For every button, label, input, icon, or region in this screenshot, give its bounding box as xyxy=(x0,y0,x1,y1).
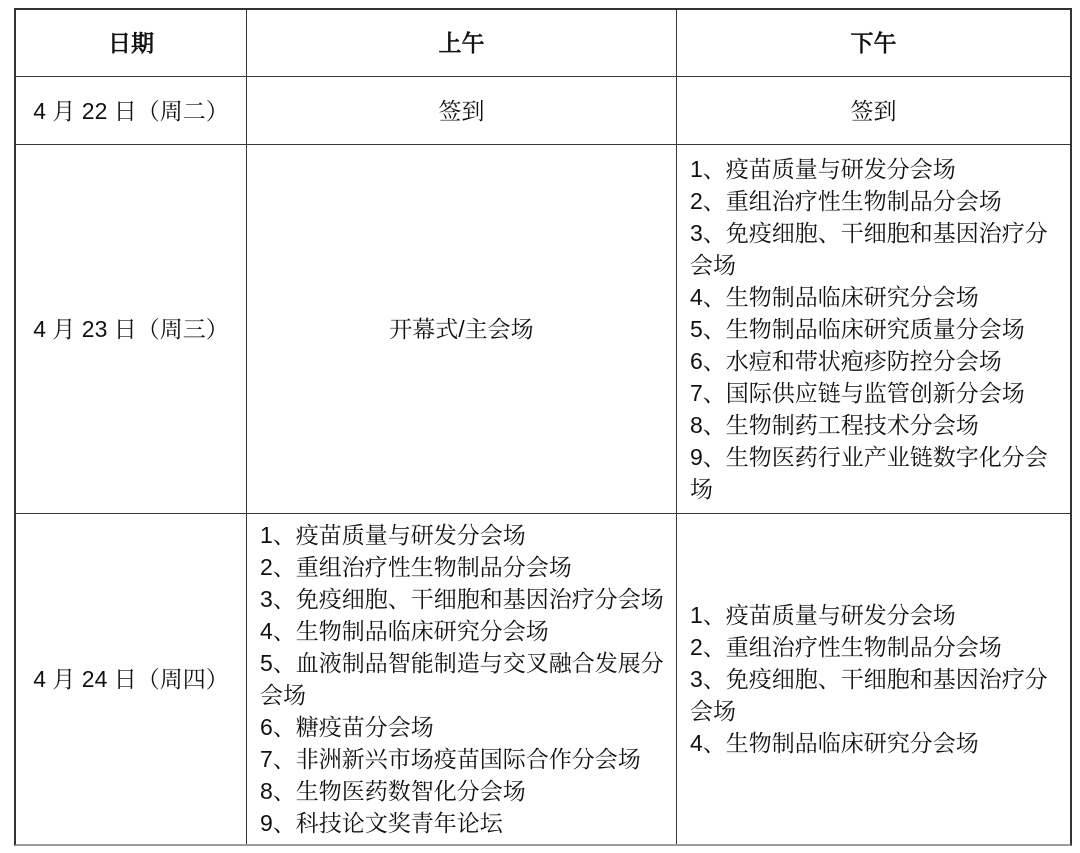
date-cell-apr22: 4 月 22 日（周二） xyxy=(16,77,247,145)
session-item: 6、水痘和带状疱疹防控分会场 xyxy=(690,348,1002,374)
conference-schedule-table xyxy=(14,8,1072,846)
session-item: 5、血液制品智能制造与交叉融合发展分会场 xyxy=(260,650,664,708)
session-item: 3、免疫细胞、干细胞和基因治疗分会场 xyxy=(690,220,1048,278)
header-cell-date: 日期 xyxy=(16,10,247,77)
session-item: 2、重组治疗性生物制品分会场 xyxy=(690,188,1002,214)
date-cell-apr24: 4 月 24 日（周四） xyxy=(16,514,247,844)
session-item: 4、生物制品临床研究分会场 xyxy=(260,618,549,644)
session-item: 8、生物医药数智化分会场 xyxy=(260,778,526,804)
session-item: 7、国际供应链与监管创新分会场 xyxy=(690,380,1025,406)
morning-cell-apr22: 签到 xyxy=(247,77,677,145)
session-item: 2、重组治疗性生物制品分会场 xyxy=(260,554,572,580)
date-cell-apr23: 4 月 23 日（周三） xyxy=(16,145,247,514)
session-item: 1、疫苗质量与研发分会场 xyxy=(260,522,526,548)
header-cell-morning: 上午 xyxy=(247,10,677,77)
afternoon-cell-apr24 xyxy=(677,514,1070,844)
morning-cell-apr24 xyxy=(247,514,677,844)
session-item: 4、生物制品临床研究分会场 xyxy=(690,284,979,310)
session-item: 1、疫苗质量与研发分会场 xyxy=(690,156,956,182)
session-item: 4、生物制品临床研究分会场 xyxy=(690,730,979,756)
header-cell-afternoon: 下午 xyxy=(677,10,1070,77)
session-item: 9、生物医药行业产业链数字化分会场 xyxy=(690,444,1048,502)
afternoon-cell-apr22: 签到 xyxy=(677,77,1070,145)
session-item: 1、疫苗质量与研发分会场 xyxy=(690,602,956,628)
session-item: 7、非洲新兴市场疫苗国际合作分会场 xyxy=(260,746,641,772)
session-item: 9、科技论文奖青年论坛 xyxy=(260,810,503,836)
session-item: 3、免疫细胞、干细胞和基因治疗分会场 xyxy=(260,586,664,612)
session-item: 8、生物制药工程技术分会场 xyxy=(690,412,979,438)
session-item: 5、生物制品临床研究质量分会场 xyxy=(690,316,1025,342)
afternoon-cell-apr23 xyxy=(677,145,1070,514)
session-item: 2、重组治疗性生物制品分会场 xyxy=(690,634,1002,660)
session-item: 3、免疫细胞、干细胞和基因治疗分会场 xyxy=(690,666,1048,724)
session-item: 6、糖疫苗分会场 xyxy=(260,714,434,740)
morning-cell-apr23: 开幕式/主会场 xyxy=(247,145,677,514)
